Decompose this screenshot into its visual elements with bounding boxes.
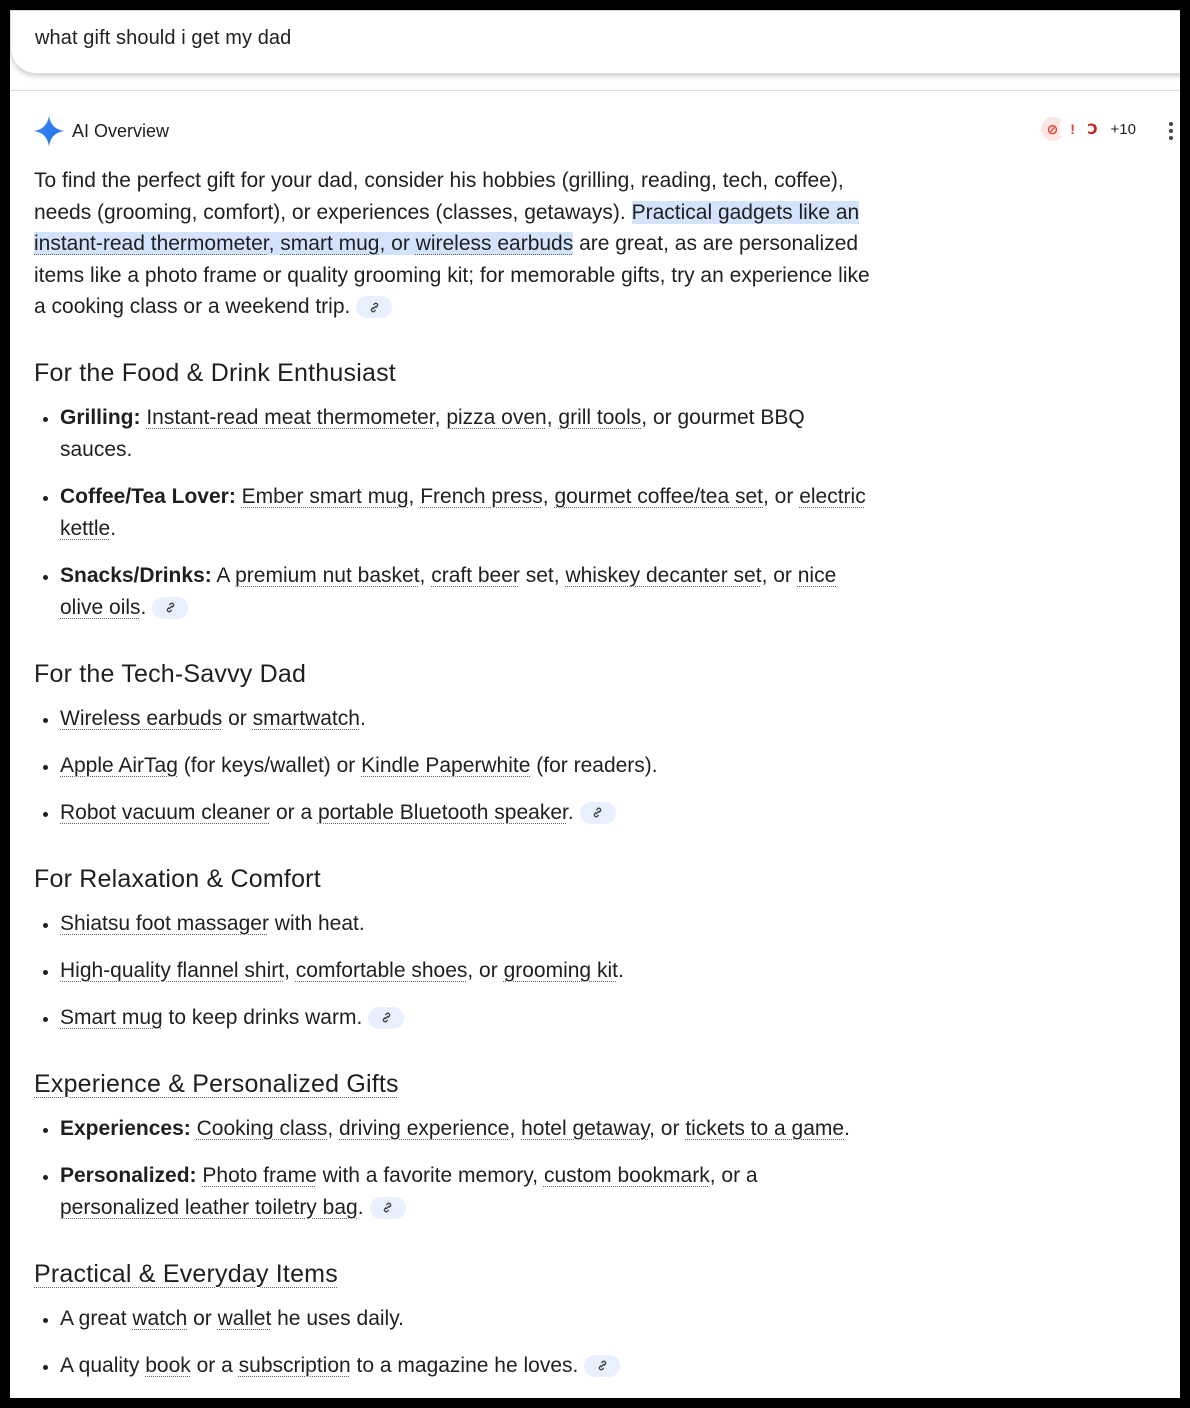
link-icon (381, 1201, 394, 1214)
item-text: to a magazine he loves. (350, 1353, 579, 1377)
item-label: Snacks/Drinks: (60, 563, 212, 587)
link-icon (368, 301, 381, 314)
ai-overview-content (34, 165, 874, 1397)
citation-chip[interactable] (368, 1007, 404, 1029)
item-link[interactable]: grooming kit (503, 958, 618, 982)
item-text: . (359, 706, 366, 730)
search-input[interactable]: what gift should i get my dad (35, 27, 292, 49)
item-text: , (542, 484, 555, 508)
search-bar[interactable] (10, 10, 1190, 74)
item-link[interactable]: tickets to a game (685, 1116, 845, 1140)
link-instant-read-thermometer[interactable]: instant-read thermometer (34, 232, 269, 255)
item-text: . (567, 800, 574, 824)
item-text: or a (270, 800, 318, 824)
list-item (60, 703, 874, 735)
item-text: . (844, 1116, 850, 1140)
intro-text: are great, as are personalized items like a photo frame or quality grooming kit; for memorable gifts, try an experience like a cooking class or a weekend trip. (34, 232, 870, 318)
source-favicon-1-icon[interactable]: ⊘ (1039, 115, 1067, 143)
link-smart-mug[interactable]: smart mug (280, 232, 380, 255)
item-label: Grilling: (60, 405, 141, 429)
item-text: , (419, 563, 432, 587)
more-options-icon[interactable] (1168, 122, 1174, 140)
item-text: he uses daily. (271, 1306, 404, 1330)
list-item (60, 1350, 874, 1382)
item-link[interactable]: craft beer (431, 563, 520, 587)
item-link[interactable]: Ember smart mug (241, 484, 409, 508)
item-text: A quality (60, 1353, 146, 1377)
intro-text: To find the perfect gift for your dad, consider his hobbies (grilling, reading, tech, coffee), needs (grooming, comfort), or experiences (classes, getaways). (34, 169, 844, 224)
item-text: or a (190, 1353, 239, 1377)
item-link[interactable]: premium nut basket (235, 563, 420, 587)
list-relax (34, 908, 874, 1034)
item-text: . (140, 595, 147, 619)
link-wireless-earbuds[interactable]: wireless earbuds (415, 232, 574, 255)
item-text: . (110, 516, 117, 540)
hl-text: , (268, 232, 281, 255)
item-link[interactable]: book (145, 1353, 191, 1377)
list-item (60, 560, 874, 624)
item-link[interactable]: hotel getaway (521, 1116, 650, 1140)
item-text: or (187, 1306, 218, 1330)
item-text: , or gourmet BBQ sauces. (60, 405, 805, 461)
item-text: , (284, 958, 296, 982)
list-item (60, 1002, 874, 1034)
item-link[interactable]: smartwatch (252, 706, 360, 730)
section-heading-tech: For the Tech-Savvy Dad (34, 659, 307, 688)
item-text: set, (519, 563, 566, 587)
citation-chip[interactable] (356, 296, 392, 318)
item-text: to keep drinks warm. (162, 1005, 363, 1029)
item-link[interactable]: Cooking class (196, 1116, 328, 1140)
source-favicon-3-icon[interactable]: Ↄ (1079, 115, 1107, 143)
list-item (60, 750, 874, 782)
link-icon (164, 601, 177, 614)
list-item (60, 1160, 874, 1224)
list-experience (34, 1113, 874, 1224)
item-link[interactable]: gourmet coffee/tea set (554, 484, 764, 508)
list-item (60, 1113, 874, 1145)
ai-overview-title: AI Overview (72, 120, 170, 141)
ai-overview-header (32, 113, 169, 149)
item-text: with heat. (268, 911, 365, 935)
item-link[interactable]: personalized leather toiletry bag (60, 1195, 358, 1219)
link-icon (380, 1011, 393, 1024)
item-link[interactable]: Smart mug (60, 1005, 163, 1029)
list-food (34, 402, 874, 624)
item-link[interactable]: whiskey decanter set (565, 563, 762, 587)
item-label: Coffee/Tea Lover: (60, 484, 236, 508)
list-item (60, 481, 874, 545)
link-icon (591, 806, 604, 819)
list-item (60, 955, 874, 987)
item-text: A (211, 563, 236, 587)
item-text: with a favorite memory, (316, 1163, 544, 1187)
list-item (60, 908, 874, 940)
item-text: , or a (709, 1163, 758, 1187)
item-link[interactable]: Photo frame (202, 1163, 317, 1187)
item-link[interactable]: watch (132, 1306, 188, 1330)
source-favicon-2-icon[interactable]: ! (1059, 115, 1087, 143)
list-practical (34, 1303, 874, 1382)
gemini-sparkle-icon (32, 114, 66, 148)
list-tech (34, 703, 874, 829)
item-text: (for keys/wallet) or (177, 753, 362, 777)
citation-chip[interactable] (152, 597, 188, 619)
item-link[interactable]: Robot vacuum cleaner (60, 800, 271, 824)
item-link[interactable]: driving experience (339, 1116, 510, 1140)
item-text: , or (649, 1116, 686, 1140)
section-heading-experience[interactable]: Experience & Personalized Gifts (34, 1069, 399, 1098)
item-text: (for readers). (530, 753, 658, 777)
item-link[interactable]: grill tools (558, 405, 642, 429)
item-link[interactable]: Shiatsu foot massager (60, 911, 269, 935)
item-link[interactable]: High-quality flannel shirt (60, 958, 285, 982)
item-text: , (434, 405, 447, 429)
item-text: , or (467, 958, 504, 982)
item-link[interactable]: electric kettle (60, 484, 866, 540)
citation-chip[interactable] (580, 802, 616, 824)
item-link[interactable]: portable Bluetooth speaker (317, 800, 568, 824)
item-text: A great (60, 1306, 133, 1330)
item-link[interactable]: nice olive oils (60, 563, 837, 619)
item-link[interactable]: wallet (217, 1306, 272, 1330)
list-item (60, 797, 874, 829)
section-heading-food: For the Food & Drink Enthusiast (34, 358, 396, 387)
link-icon (596, 1359, 609, 1372)
intro-paragraph (34, 165, 874, 323)
item-link[interactable]: pizza oven (446, 405, 547, 429)
source-favicons[interactable] (1039, 115, 1136, 143)
item-link[interactable]: subscription (238, 1353, 351, 1377)
item-link[interactable]: comfortable shoes (295, 958, 468, 982)
list-item (60, 402, 874, 466)
item-text: . (617, 958, 624, 982)
list-item (60, 1303, 874, 1335)
item-text: , (327, 1116, 339, 1140)
item-link[interactable]: Instant-read meat thermometer (146, 405, 435, 429)
item-text: . (357, 1195, 364, 1219)
item-link[interactable]: Wireless earbuds (60, 706, 223, 730)
hl-text: , or (379, 232, 416, 255)
item-text: , (509, 1116, 522, 1140)
hl-text: Practical gadgets like an (631, 200, 860, 224)
section-heading-practical[interactable]: Practical & Everyday Items (34, 1259, 338, 1288)
citation-chip[interactable] (370, 1197, 406, 1219)
item-link[interactable]: custom bookmark (543, 1163, 710, 1187)
item-label: Experiences: (60, 1116, 191, 1140)
more-sources-count[interactable]: +10 (1110, 120, 1136, 138)
divider (10, 90, 1180, 91)
item-link[interactable]: Apple AirTag (60, 753, 178, 777)
item-label: Personalized: (60, 1163, 197, 1187)
item-text: , or (763, 484, 800, 508)
citation-chip[interactable] (584, 1355, 620, 1377)
item-text: , (546, 405, 559, 429)
section-heading-relax: For Relaxation & Comfort (34, 864, 321, 893)
item-link[interactable]: Kindle Paperwhite (361, 753, 531, 777)
item-text: , (408, 484, 421, 508)
item-link[interactable]: French press (420, 484, 543, 508)
item-text: , or (761, 563, 798, 587)
item-text: or (222, 706, 253, 730)
